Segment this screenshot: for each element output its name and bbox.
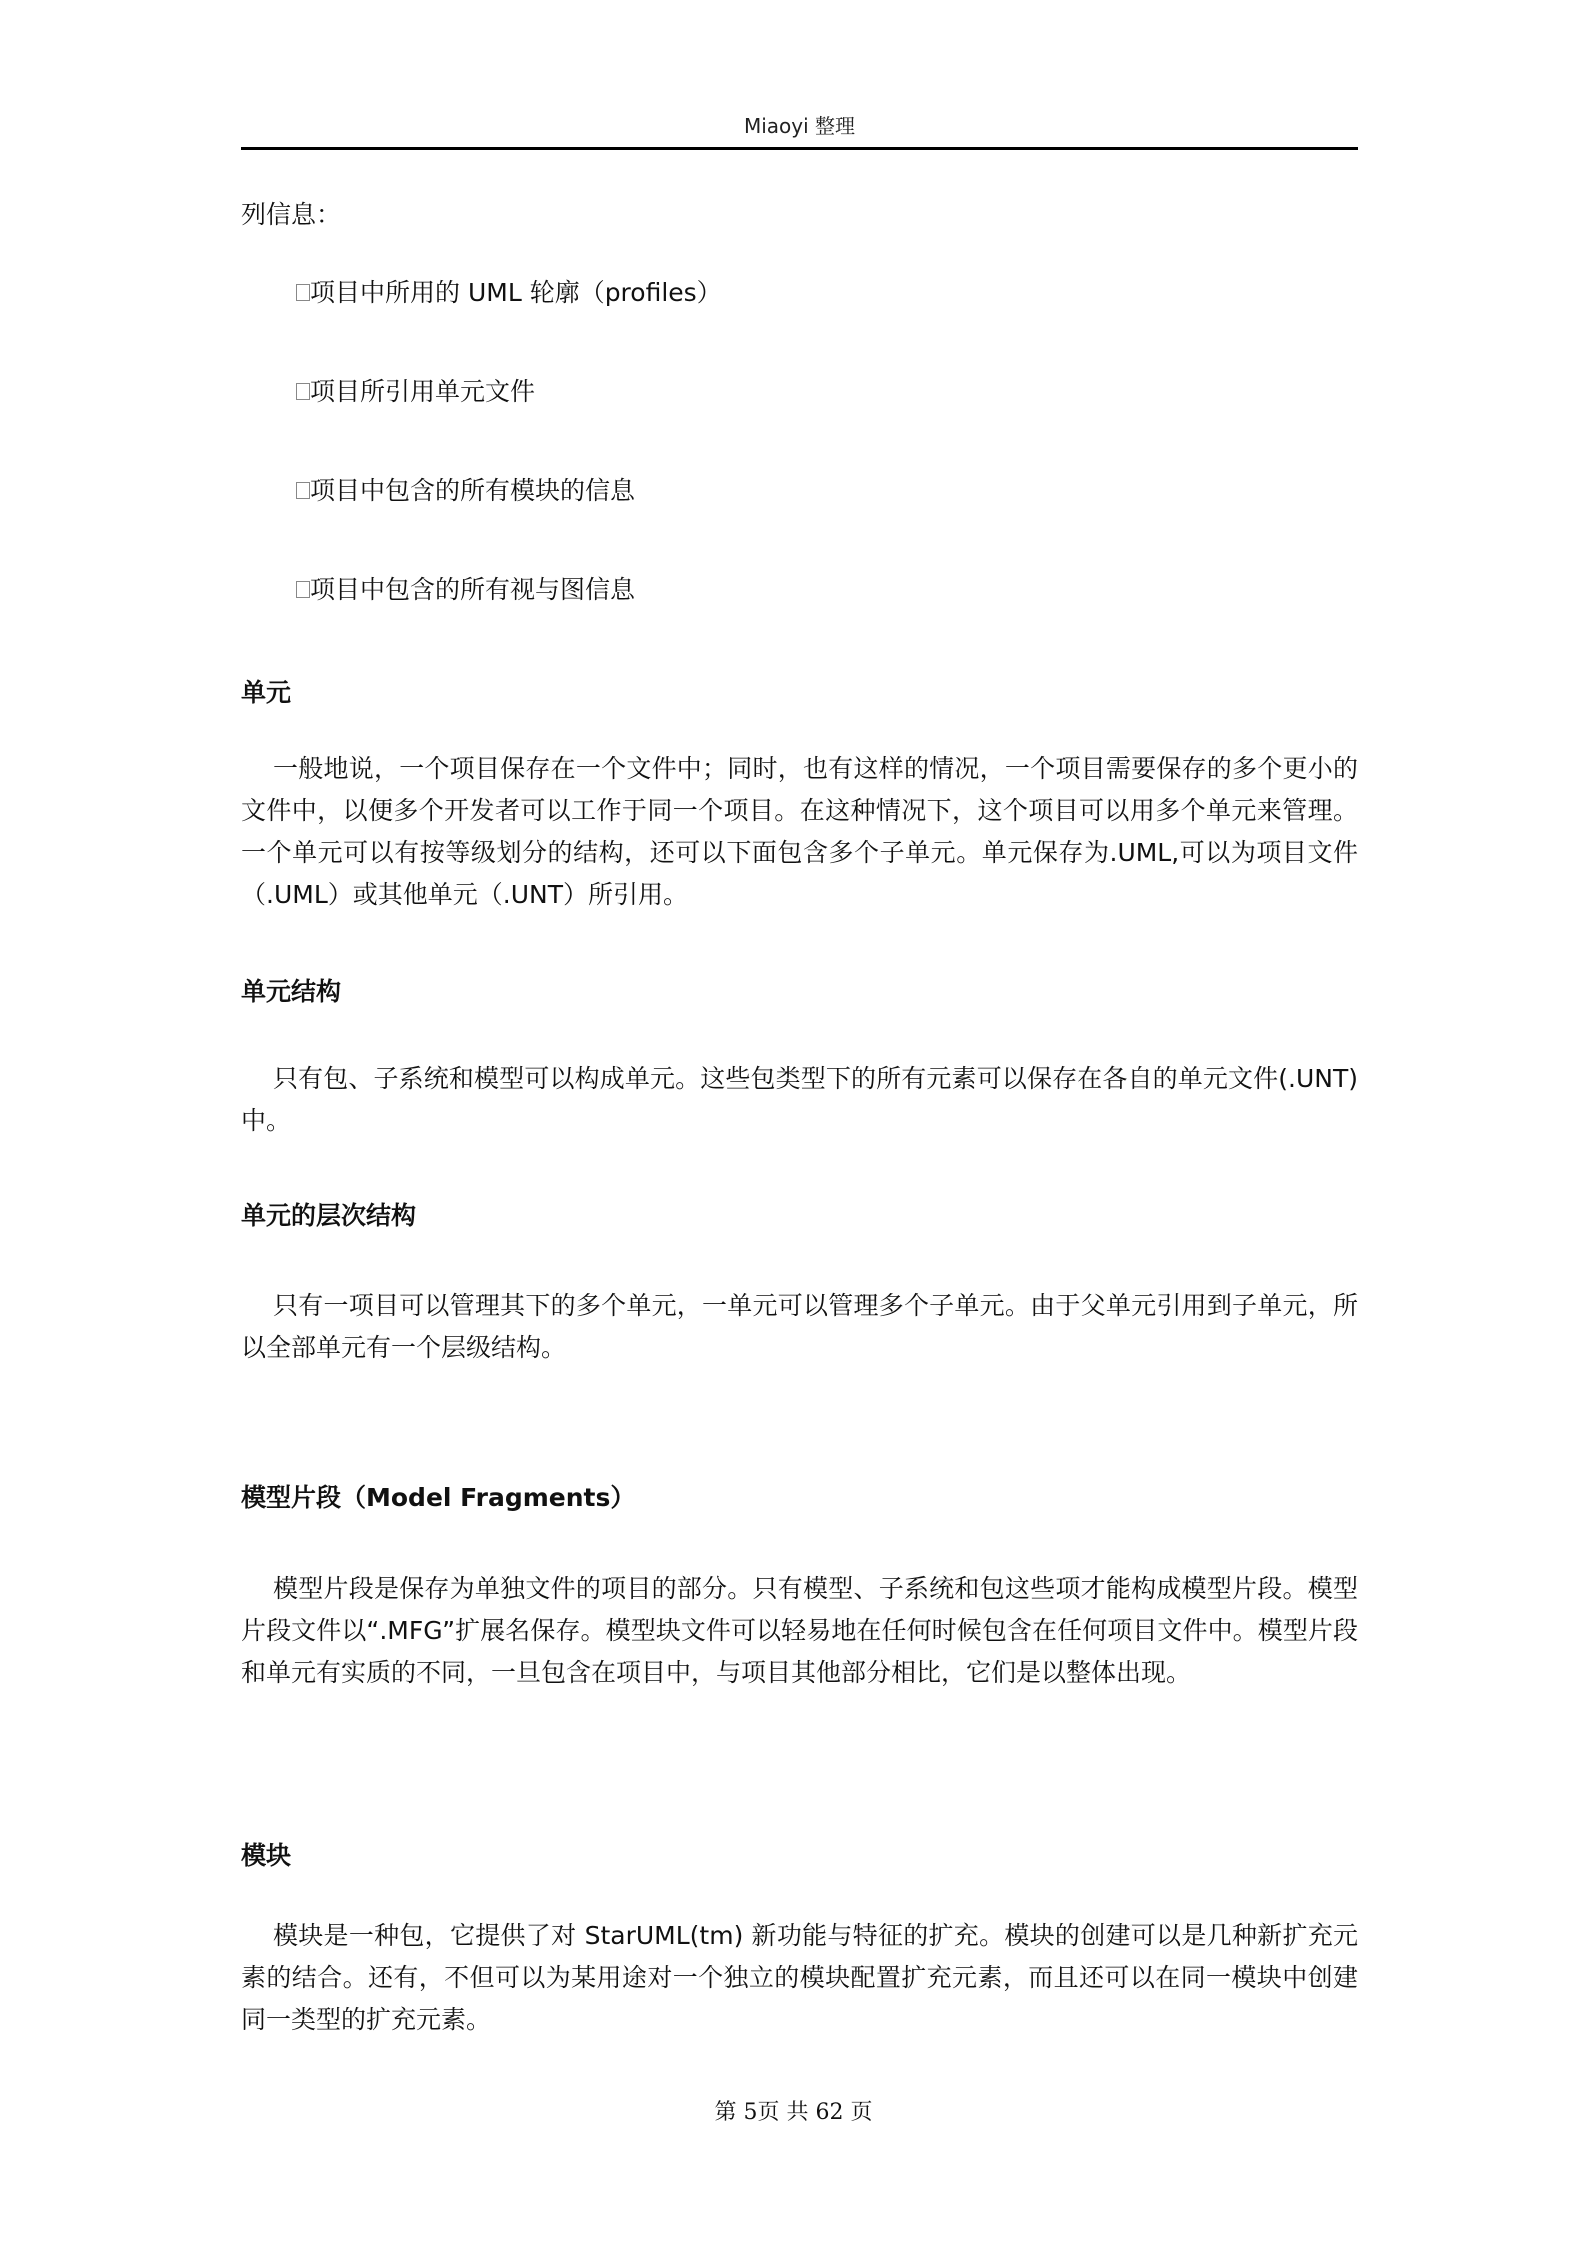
page-number: 第 5页 共 62 页 bbox=[714, 2100, 873, 2125]
intro-text: 列信息： bbox=[241, 200, 342, 229]
header-rule bbox=[241, 147, 1358, 150]
list-item-text: 项目中包含的所有视与图信息 bbox=[310, 575, 636, 604]
list-item bbox=[296, 273, 722, 309]
section-paragraph: 模块是一种包，它提供了对 StarUML(tm) 新功能与特征的扩充。模块的创建可以是几种新扩充元素的结合。还有，不但可以为某用途对一个独立的模块配置扩充元素，而且还可以在同一模块中创建同一类型的扩充元素。 bbox=[241, 1921, 1358, 2034]
section-paragraph: 模型片段是保存为单独文件的项目的部分。只有模型、子系统和包这些项才能构成模型片段。模型片段文件以“.MFG”扩展名保存。模型块文件可以轻易地在任何时候包含在任何项目文件中。模型片段和单元有实质的不同，一旦包含在项目中，与项目其他部分相比，它们是以整体出现。 bbox=[241, 1574, 1358, 1687]
section-heading: 模块 bbox=[241, 1841, 292, 1870]
section-heading: 单元的层次结构 bbox=[241, 1201, 417, 1230]
list-item-text: 项目所引用单元文件 bbox=[310, 377, 536, 406]
section-paragraph: 一般地说，一个项目保存在一个文件中；同时，也有这样的情况，一个项目需要保存的多个更小的文件中，以便多个开发者可以工作于同一个项目。在这种情况下，这个项目可以用多个单元来管理。一个单元可以有按等级划分的结构，还可以下面包含多个子单元。单元保存为.UML,可以为项目文件（.UML）或其他单元（.UNT）所引用。 bbox=[241, 754, 1358, 909]
section-heading: 模型片段（Model Fragments） bbox=[241, 1483, 636, 1512]
list-item-text: 项目中所用的 UML 轮廓（profiles） bbox=[310, 278, 722, 307]
section-paragraph: 只有一项目可以管理其下的多个单元，一单元可以管理多个子单元。由于父单元引用到子单元，所以全部单元有一个层级结构。 bbox=[241, 1291, 1358, 1362]
bullet-icon bbox=[296, 581, 310, 598]
list-item bbox=[296, 570, 635, 606]
section-heading: 单元结构 bbox=[241, 977, 342, 1006]
section-heading: 单元 bbox=[241, 678, 292, 707]
bullet-icon bbox=[296, 284, 310, 301]
list-item bbox=[296, 471, 635, 507]
section-paragraph: 只有包、子系统和模型可以构成单元。这些包类型下的所有元素可以保存在各自的单元文件(.UNT)中。 bbox=[241, 1064, 1358, 1135]
list-item bbox=[296, 372, 535, 408]
bullet-icon bbox=[296, 482, 310, 499]
list-item-text: 项目中包含的所有模块的信息 bbox=[310, 476, 636, 505]
page-header: Miaoyi 整理 bbox=[743, 114, 856, 138]
bullet-icon bbox=[296, 383, 310, 400]
